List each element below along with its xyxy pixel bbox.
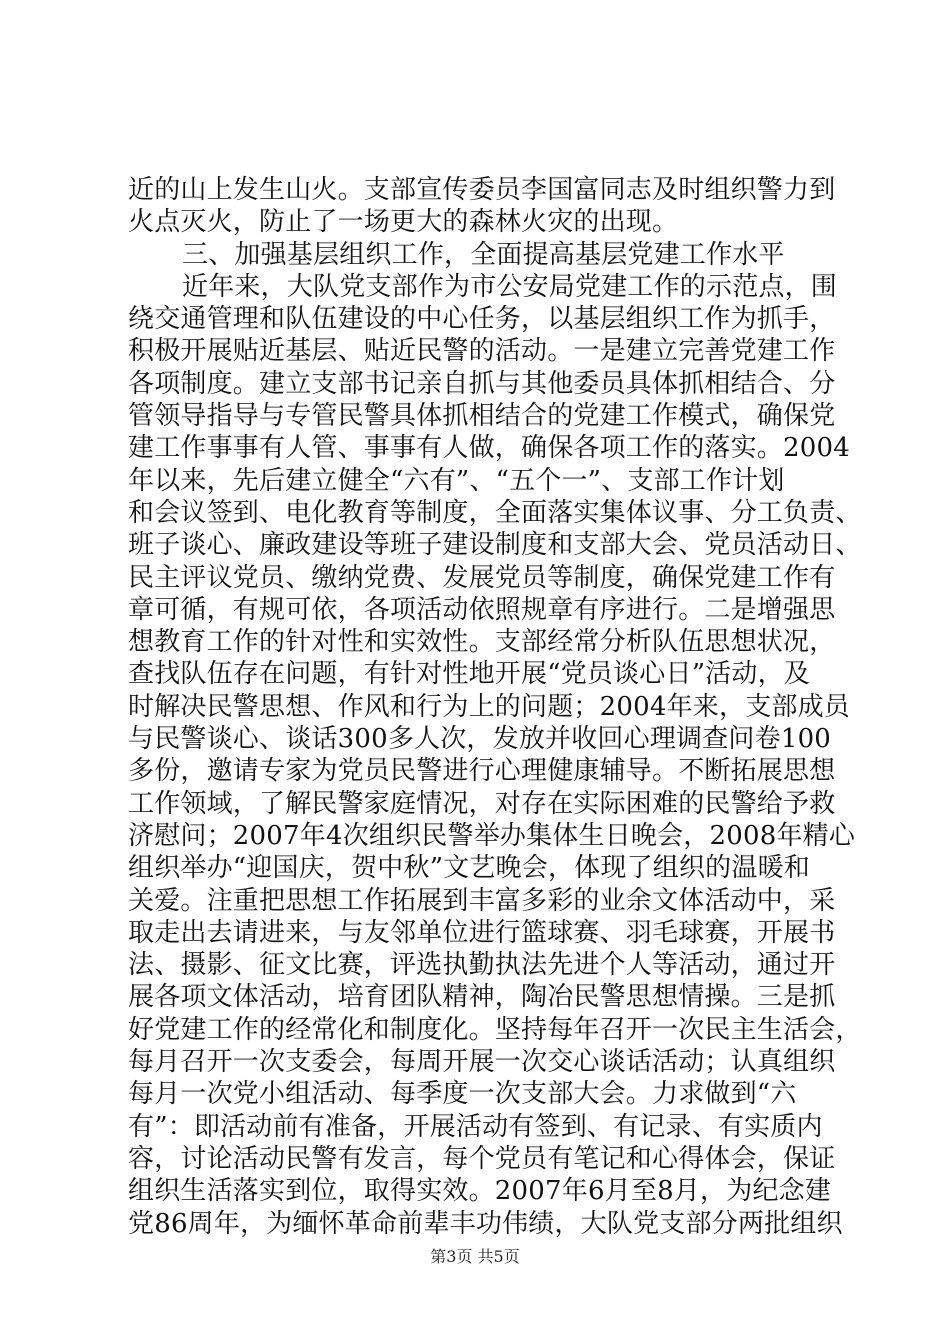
text-line: 法、摄影、征文比赛，评选执勤执法先进个人等活动，通过开 [128,950,836,981]
page-footer [0,1247,950,1267]
text-line: 积极开展贴近基层、贴近民警的活动。一是建立完善党建工作 [128,336,836,367]
text-line: 火点灭火，防止了一场更大的森林火灾的出现。 [128,207,679,238]
text-line: 每月召开一次支委会，每周开展一次交心谈话活动；认真组织 [128,1047,836,1078]
text-line: 取走出去请进来，与友邻单位进行篮球赛、羽毛球赛，开展书 [128,917,836,948]
text-line: 有”：即活动前有准备，开展活动有签到、有记录、有实质内 [128,1111,823,1142]
text-line: 班子谈心、廉政建设等班子建设制度和支部大会、党员活动日、 [128,530,862,561]
text-line: 建工作事事有人管、事事有人做，确保各项工作的落实。2004 [128,433,850,464]
text-line: 关爱。注重把思想工作拓展到丰富多彩的业余文体活动中，采 [128,885,836,916]
text-line: 绕交通管理和队伍建设的中心任务，以基层组织工作为抓手， [128,304,836,335]
text-line: 各项制度。建立支部书记亲自抓与其他委员具体抓相结合、分 [128,368,836,399]
text-line: 展各项文体活动，培育团队精神，陶冶民警思想情操。三是抓 [128,982,836,1013]
text-line: 查找队伍存在问题，有针对性地开展“党员谈心日”活动，及 [128,659,810,690]
text-line: 管领导指导与专管民警具体抓相结合的党建工作模式，确保党 [128,401,836,432]
text-line: 与民警谈心、谈话300多人次，发放并收回心理调查问卷100 [128,724,832,755]
text-line: 组织生活落实到位，取得实效。2007年6月至8月，为纪念建 [128,1176,832,1207]
text-line: 济慰问；2007年4次组织民警举办集体生日晚会，2008年精心 [128,820,856,851]
section-heading: 三、加强基层组织工作，全面提高基层党建工作水平 [182,239,785,270]
text-line: 每月一次党小组活动、每季度一次支部大会。力求做到“六 [128,1079,797,1110]
text-line: 年以来，先后建立健全“六有”、“五个一”、支部工作计划 [128,465,785,496]
text-line: 时解决民警思想、作风和行为上的问题；2004年来，支部成员 [128,691,850,722]
text-line: 工作领域，了解民警家庭情况，对存在实际困难的民警给予救 [128,788,836,819]
text-line: 多份，邀请专家为党员民警进行心理健康辅导。不断拓展思想 [128,756,836,787]
text-line: 章可循，有规可依，各项活动依照规章有序进行。二是增强思 [128,594,836,625]
text-line: 民主评议党员、缴纳党费、发展党员等制度，确保党建工作有 [128,562,836,593]
text-line: 想教育工作的针对性和实效性。支部经常分析队伍思想状况， [128,627,836,658]
body-text [128,174,862,1240]
text-line: 好党建工作的经常化和制度化。坚持每年召开一次民主生活会， [128,1014,862,1045]
text-line: 和会议签到、电化教育等制度，全面落实集体议事、分工负责、 [128,497,862,528]
text-line: 近年来，大队党支部作为市公安局党建工作的示范点，围 [182,271,838,302]
text-line: 组织举办“迎国庆，贺中秋”文艺晚会，体现了组织的温暖和 [128,853,810,884]
text-line: 近的山上发生山火。支部宣传委员李国富同志及时组织警力到 [128,175,836,205]
text-line: 党86周年，为缅怀革命前辈丰功伟绩，大队党支部分两批组织 [128,1208,843,1239]
page-number-label: 第3页 共5页 [430,1247,520,1266]
text-line: 容，讨论活动民警有发言，每个党员有笔记和心得体会，保证 [128,1143,836,1174]
